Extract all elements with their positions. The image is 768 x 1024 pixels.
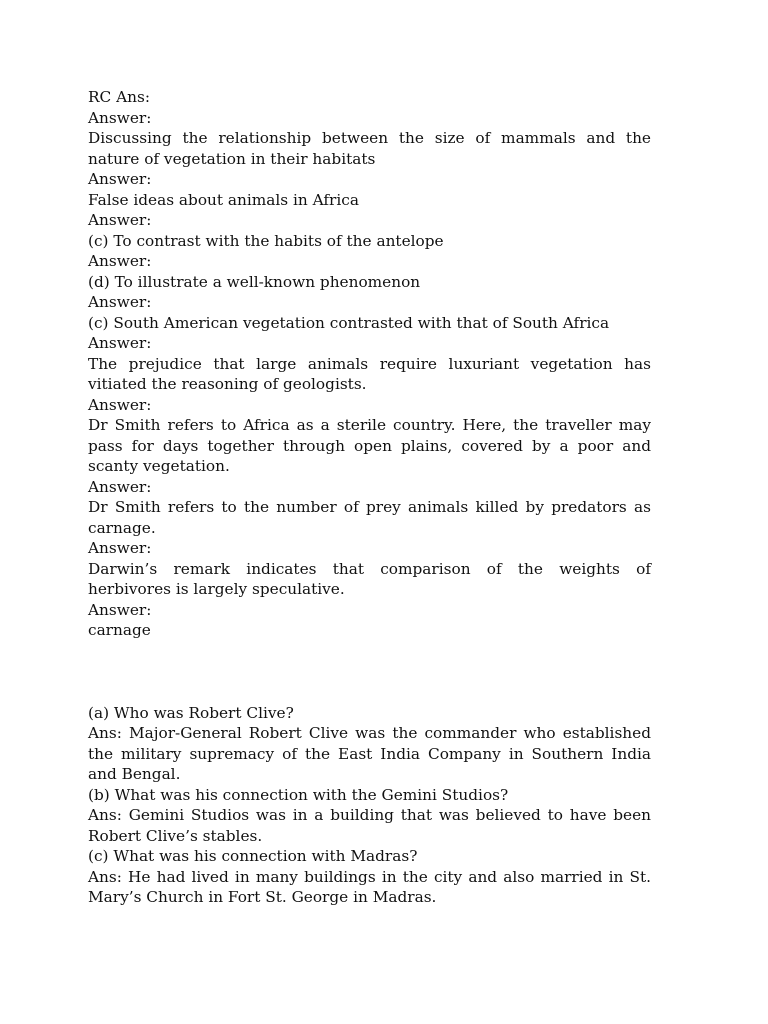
answer-text-line: vitiated the reasoning of geologists. bbox=[88, 375, 367, 393]
answer-label: Answer: bbox=[88, 293, 152, 311]
answer-item bbox=[88, 169, 651, 210]
qa-section bbox=[88, 703, 651, 908]
answer-label: Answer: bbox=[88, 252, 152, 270]
answer-text-line: False ideas about animals in Africa bbox=[88, 190, 359, 209]
answer-text-line: Dr Smith refers to Africa as a sterile country. Here, the traveller may bbox=[88, 416, 651, 434]
qa-item bbox=[88, 703, 651, 785]
answer-text-line: (c) To contrast with the habits of the antelope bbox=[88, 231, 444, 250]
section-spacer bbox=[88, 641, 651, 703]
answer-text-line: (c) South American vegetation contrasted with that of South Africa bbox=[88, 313, 610, 332]
question-text: (b) What was his connection with the Gemini Studios? bbox=[88, 785, 509, 804]
answer-item bbox=[88, 333, 651, 395]
answer-text-line: Mary’s Church in Fort St. George in Madras. bbox=[88, 888, 437, 906]
answer-text-line: nature of vegetation in their habitats bbox=[88, 149, 376, 168]
answer-label: Answer: bbox=[88, 539, 152, 557]
answer-text-line: scanty vegetation. bbox=[88, 457, 230, 475]
answer-item bbox=[88, 108, 651, 170]
answer-text-line: and Bengal. bbox=[88, 765, 181, 783]
answer-text-line: Ans: Gemini Studios was in a building that was believed to have been bbox=[88, 806, 651, 824]
answer-label: Answer: bbox=[88, 477, 152, 496]
rc-answer-list bbox=[88, 108, 651, 641]
question-text: (c) What was his connection with Madras? bbox=[88, 847, 418, 865]
qa-item bbox=[88, 785, 651, 847]
question-text: (a) Who was Robert Clive? bbox=[88, 703, 294, 722]
rc-heading: RC Ans: bbox=[88, 88, 150, 106]
answer-item bbox=[88, 538, 651, 600]
answer-label: Answer: bbox=[88, 334, 152, 352]
qa-item bbox=[88, 846, 651, 908]
answer-label: Answer: bbox=[88, 600, 152, 619]
answer-text-line: pass for days together through open plains, covered by a poor and bbox=[88, 436, 651, 455]
answer-label: Answer: bbox=[88, 170, 152, 188]
document-page bbox=[88, 87, 651, 908]
rc-answers-section bbox=[88, 87, 651, 641]
answer-text-line: (d) To illustrate a well-known phenomenon bbox=[88, 272, 421, 291]
answer-item bbox=[88, 292, 651, 333]
answer-text-line: Darwin’s remark indicates that comparison of the weights of bbox=[88, 559, 651, 578]
answer-item bbox=[88, 600, 651, 641]
answer-item bbox=[88, 210, 651, 251]
answer-item bbox=[88, 251, 651, 292]
answer-text-line: herbivores is largely speculative. bbox=[88, 580, 345, 598]
answer-text-line: The prejudice that large animals require luxuriant vegetation has bbox=[88, 354, 651, 373]
answer-label: Answer: bbox=[88, 211, 152, 229]
answer-text-line: the military supremacy of the East India Company in Southern India bbox=[88, 744, 651, 763]
answer-text-line: Ans: Major-General Robert Clive was the commander who established bbox=[88, 724, 651, 742]
answer-item bbox=[88, 477, 651, 539]
answer-label: Answer: bbox=[88, 395, 152, 414]
answer-text-line: carnage. bbox=[88, 518, 156, 537]
answer-item bbox=[88, 395, 651, 477]
answer-text-line: carnage bbox=[88, 621, 151, 639]
answer-label: Answer: bbox=[88, 108, 152, 127]
answer-text-line: Ans: He had lived in many buildings in the city and also married in St. bbox=[88, 867, 651, 886]
qa-list bbox=[88, 703, 651, 908]
answer-text-line: Robert Clive’s stables. bbox=[88, 826, 263, 845]
answer-text-line: Discussing the relationship between the size of mammals and the bbox=[88, 129, 651, 147]
answer-text-line: Dr Smith refers to the number of prey animals killed by predators as bbox=[88, 498, 651, 516]
